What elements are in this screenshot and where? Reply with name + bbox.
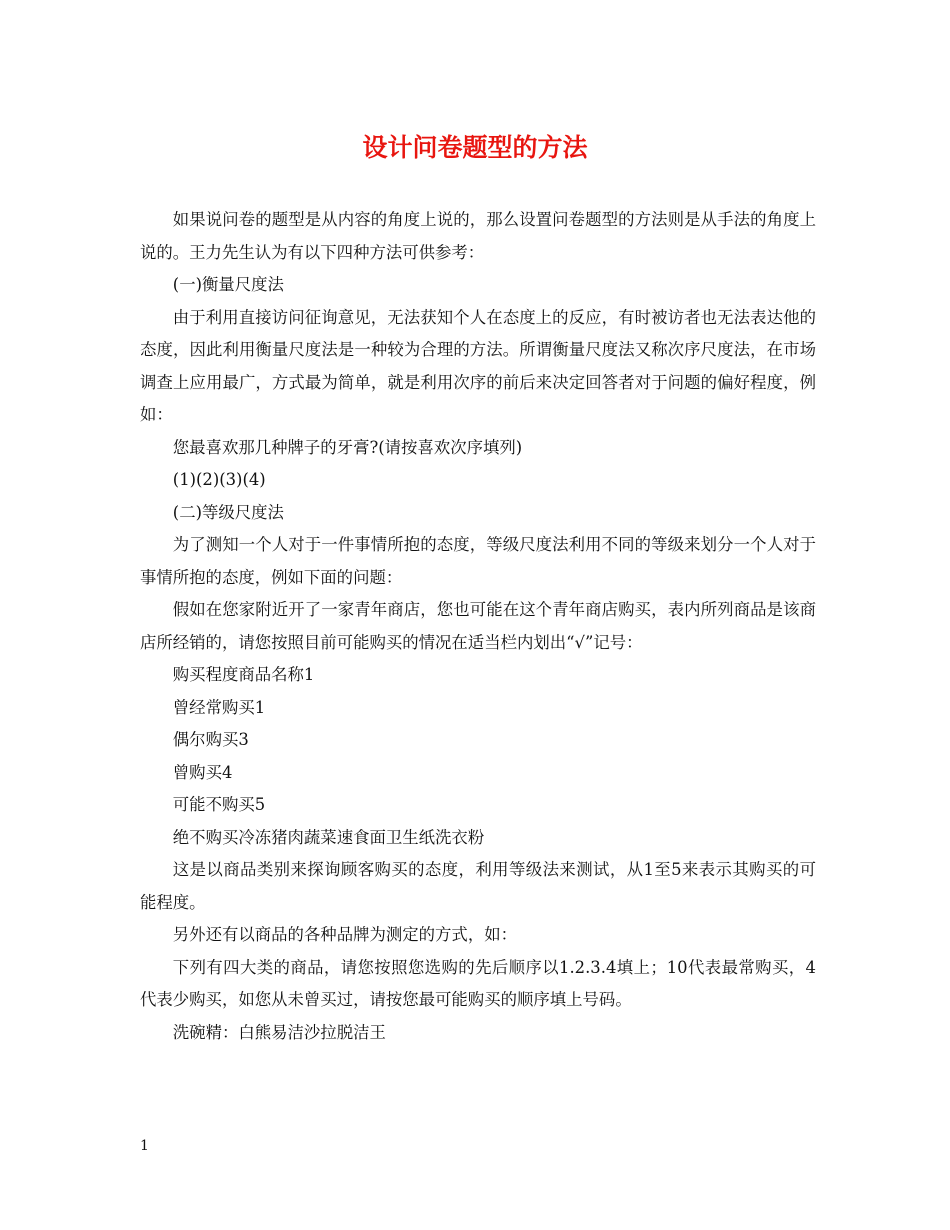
paragraph: 曾购买4 bbox=[172, 762, 233, 782]
paragraph: (二)等级尺度法 bbox=[172, 502, 284, 522]
paragraph: 由于利用直接访问征询意见，无法获知个人在态度上的反应，有时被访者也无法表达他的态度，因此利用衡量尺度法是一种较为合理的方法。所谓衡量尺度法又称次序尺度法，在市场调查上应用最广，方式最为简单，就是利用次序的前后来决定回答者对于问题的偏好程度，例如： bbox=[140, 307, 816, 424]
paragraph: 可能不购买5 bbox=[172, 795, 266, 814]
paragraph: 另外还有以商品的各种品牌为测定的方式，如： bbox=[172, 925, 517, 944]
paragraph: 偶尔购买3 bbox=[172, 730, 249, 749]
paragraph: 如果说问卷的题型是从内容的角度上说的，那么设置问卷题型的方法则是从手法的角度上说的。王力先生认为有以下四种方法可供参考： bbox=[140, 210, 816, 262]
paragraph: (1)(2)(3)(4) bbox=[172, 470, 266, 489]
paragraph: 为了测知一个人对于一件事情所抱的态度，等级尺度法利用不同的等级来划分一个人对于事情所抱的态度，例如下面的问题： bbox=[140, 535, 816, 587]
paragraph: (一)衡量尺度法 bbox=[172, 275, 284, 294]
paragraph: 这是以商品类别来探询顾客购买的态度，利用等级法来测试，从1至5来表示其购买的可能程度。 bbox=[140, 860, 816, 912]
document-title: 设计问卷题型的方法 bbox=[362, 133, 588, 162]
paragraph: 购买程度商品名称1 bbox=[172, 665, 315, 684]
document-body bbox=[140, 204, 816, 1049]
paragraph: 洗碗精：白熊易洁沙拉脱洁王 bbox=[172, 1022, 386, 1042]
paragraph: 您最喜欢那几种牌子的牙膏?(请按喜欢次序填列) bbox=[172, 437, 523, 457]
paragraph: 假如在您家附近开了一家青年商店，您也可能在这个青年商店购买，表内所列商品是该商店所经销的，请您按照目前可能购买的情况在适当栏内划出“√”记号： bbox=[140, 600, 816, 652]
paragraph: 下列有四大类的商品，请您按照您选购的先后顺序以1.2.3.4填上；10代表最常购买，4代表少购买，如您从未曾买过，请按您最可能购买的顺序填上号码。 bbox=[140, 957, 816, 1009]
paragraph: 曾经常购买1 bbox=[172, 697, 266, 717]
paragraph: 绝不购买冷冻猪肉蔬菜速食面卫生纸洗衣粉 bbox=[172, 827, 485, 847]
page-number: 1 bbox=[140, 1138, 149, 1154]
